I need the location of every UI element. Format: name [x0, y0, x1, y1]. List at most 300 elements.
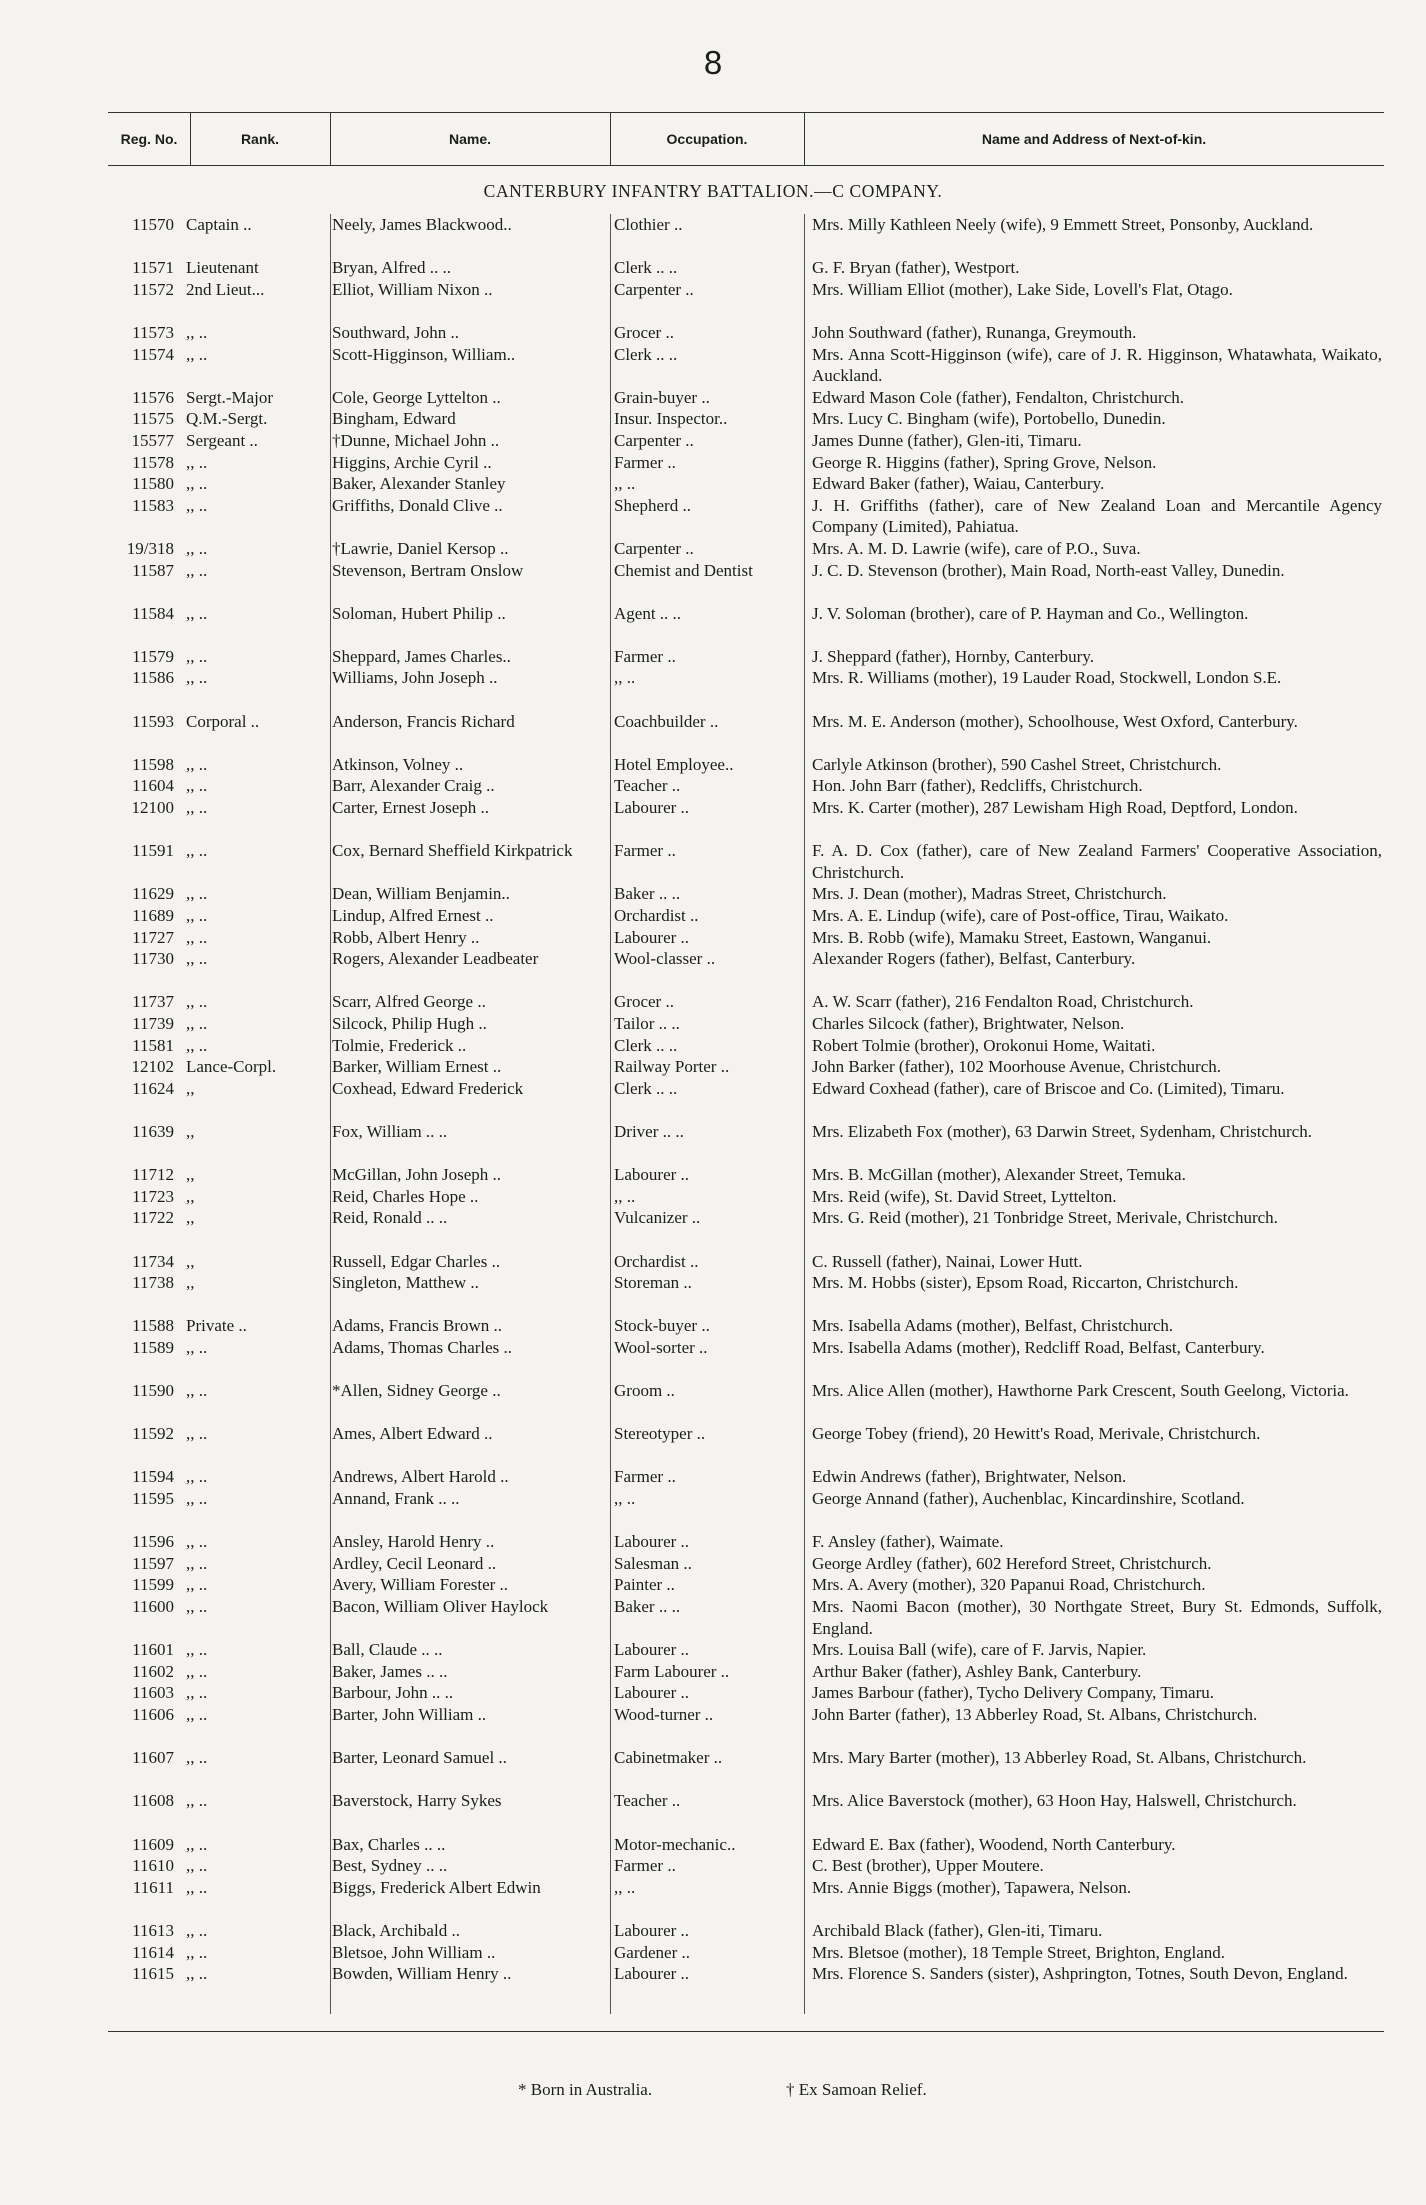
next-of-kin-cell: Mrs. Naomi Bacon (mother), 30 Northgate Street, Bury St. Edmonds, Suffolk, England. [812, 1597, 1382, 1638]
rank-cell: ,, .. [186, 668, 208, 688]
reg-no-cell: 11613 [132, 1920, 174, 1940]
name-cell: Ansley, Harold Henry .. [332, 1532, 495, 1552]
occupation-cell: Insur. Inspector.. [614, 409, 728, 429]
table-row [0, 754, 1426, 776]
name-cell: Cole, George Lyttelton .. [332, 387, 501, 407]
occupation-cell: Tailor .. .. [614, 1013, 680, 1033]
occupation-cell: Farmer .. [614, 841, 676, 861]
rank-cell: ,, .. [186, 1856, 208, 1876]
name-cell: Annand, Frank .. .. [332, 1489, 460, 1509]
next-of-kin-cell: Mrs. Lucy C. Bingham (wife), Portobello, Dunedin. [812, 409, 1166, 429]
table-row [0, 1380, 1426, 1423]
next-of-kin-cell: James Dunne (father), Glen-iti, Timaru. [812, 430, 1082, 450]
name-cell: Baker, James .. .. [332, 1661, 448, 1681]
table-row [0, 279, 1426, 322]
reg-no-cell: 11589 [132, 1337, 174, 1357]
rank-cell: ,, .. [186, 1942, 208, 1962]
name-cell: Barbour, John .. .. [332, 1683, 454, 1703]
name-cell: Rogers, Alexander Leadbeater [332, 949, 539, 969]
footnote-ex-samoan-relief: † Ex Samoan Relief. [786, 2080, 927, 2099]
rank-cell: ,, [186, 1121, 195, 1141]
name-cell: Southward, John .. [332, 322, 460, 342]
rank-cell: ,, .. [186, 927, 208, 947]
name-cell: Carter, Ernest Joseph .. [332, 798, 490, 818]
reg-no-cell: 19/318 [126, 538, 174, 558]
rank-cell: ,, [186, 1165, 195, 1185]
next-of-kin-cell: Hon. John Barr (father), Redcliffs, Christchurch. [812, 776, 1143, 796]
table-row [0, 408, 1426, 430]
table-row [0, 991, 1426, 1013]
reg-no-cell: 11597 [132, 1553, 174, 1573]
rank-cell: ,, .. [186, 1748, 208, 1768]
next-of-kin-cell: C. Best (brother), Upper Moutere. [812, 1856, 1044, 1876]
table-row [0, 560, 1426, 603]
rank-cell: ,, .. [186, 344, 208, 364]
occupation-cell: Wool-classer .. [614, 949, 716, 969]
occupation-cell: ,, .. [614, 1877, 636, 1897]
name-cell: Soloman, Hubert Philip .. [332, 603, 506, 623]
reg-no-cell: 11595 [132, 1489, 174, 1509]
table-row [0, 1423, 1426, 1466]
occupation-cell: Carpenter .. [614, 279, 694, 299]
name-cell: Reid, Ronald .. .. [332, 1208, 448, 1228]
header-rank: Rank. [240, 130, 280, 147]
reg-no-cell: 11592 [132, 1424, 174, 1444]
reg-no-cell: 11598 [132, 754, 174, 774]
next-of-kin-cell: James Barbour (father), Tycho Delivery Company, Timaru. [812, 1683, 1215, 1703]
next-of-kin-cell: George Ardley (father), 602 Hereford Street, Christchurch. [812, 1553, 1212, 1573]
next-of-kin-cell: Carlyle Atkinson (brother), 590 Cashel Street, Christchurch. [812, 754, 1222, 774]
next-of-kin-cell: Edward Baker (father), Waiau, Canterbury. [812, 474, 1105, 494]
reg-no-cell: 11712 [132, 1165, 174, 1185]
reg-no-cell: 11629 [132, 884, 174, 904]
reg-no-cell: 11614 [132, 1942, 174, 1962]
next-of-kin-cell: Mrs. Elizabeth Fox (mother), 63 Darwin Street, Sydenham, Christchurch. [812, 1121, 1312, 1141]
next-of-kin-cell: Arthur Baker (father), Ashley Bank, Canterbury. [812, 1661, 1142, 1681]
table-row [0, 1704, 1426, 1747]
reg-no-cell: 11610 [132, 1856, 174, 1876]
name-cell: Silcock, Philip Hugh .. [332, 1013, 487, 1033]
next-of-kin-cell: Edward Coxhead (father), care of Briscoe and Co. (Limited), Timaru. [812, 1078, 1285, 1098]
rank-cell: Corporal .. [186, 711, 260, 731]
name-cell: Bryan, Alfred .. .. [332, 258, 451, 278]
next-of-kin-cell: John Southward (father), Runanga, Greymouth. [812, 322, 1137, 342]
table-row [0, 1056, 1426, 1078]
name-cell: Baverstock, Harry Sykes [332, 1791, 502, 1811]
table-row [0, 1466, 1426, 1488]
page-number: 8 [703, 44, 723, 81]
name-cell: Scarr, Alfred George .. [332, 992, 486, 1012]
next-of-kin-cell: Mrs. B. McGillan (mother), Alexander Street, Temuka. [812, 1165, 1186, 1185]
occupation-cell: Grain-buyer .. [614, 387, 710, 407]
rank-cell: ,, .. [186, 1489, 208, 1509]
next-of-kin-cell: J. V. Soloman (brother), care of P. Hayman and Co., Wellington. [812, 603, 1249, 623]
reg-no-cell: 11624 [132, 1078, 174, 1098]
rank-cell: ,, .. [186, 798, 208, 818]
occupation-cell: Clerk .. .. [614, 258, 678, 278]
next-of-kin-cell: George Annand (father), Auchenblac, Kincardinshire, Scotland. [812, 1489, 1245, 1509]
name-cell: Bax, Charles .. .. [332, 1834, 446, 1854]
rank-cell: ,, [186, 1208, 195, 1228]
reg-no-cell: 11572 [132, 279, 174, 299]
name-cell: Barker, William Ernest .. [332, 1057, 502, 1077]
next-of-kin-cell: Mrs. Alice Allen (mother), Hawthorne Park Crescent, South Geelong, Victoria. [812, 1381, 1349, 1401]
occupation-cell: Labourer .. [614, 1683, 690, 1703]
occupation-cell: Baker .. .. [614, 1597, 681, 1616]
occupation-cell: ,, .. [614, 1489, 636, 1509]
name-cell: Singleton, Matthew .. [332, 1273, 479, 1293]
next-of-kin-cell: Mrs. Anna Scott-Higginson (wife), care of J. R. Higginson, Whatawhata, Waikato, Auckland. [812, 344, 1382, 386]
table-row [0, 1553, 1426, 1575]
rank-cell: 2nd Lieut... [186, 279, 265, 299]
reg-no-cell: 11575 [132, 409, 174, 429]
occupation-cell: Grocer .. [614, 992, 674, 1012]
reg-no-cell: 11591 [132, 841, 174, 861]
next-of-kin-cell: Archibald Black (father), Glen-iti, Timaru. [812, 1920, 1103, 1940]
name-cell: Griffiths, Donald Clive .. [332, 495, 503, 515]
next-of-kin-cell: F. A. D. Cox (father), care of New Zealand Farmers' Cooperative Association, Christchurch. [812, 841, 1382, 882]
next-of-kin-cell: Edwin Andrews (father), Brightwater, Nelson. [812, 1467, 1127, 1487]
next-of-kin-cell: Mrs. Alice Baverstock (mother), 63 Hoon Hay, Halswell, Christchurch. [812, 1791, 1297, 1811]
rank-cell: ,, .. [186, 776, 208, 796]
occupation-cell: Railway Porter .. [614, 1057, 730, 1077]
table-row [0, 1488, 1426, 1531]
occupation-cell: Painter .. [614, 1575, 675, 1595]
rank-cell: ,, .. [186, 1920, 208, 1940]
occupation-cell: Storeman .. [614, 1273, 692, 1293]
rank-cell: ,, .. [186, 949, 208, 969]
next-of-kin-cell: John Barker (father), 102 Moorhouse Avenue, Christchurch. [812, 1057, 1221, 1077]
next-of-kin-cell: John Barter (father), 13 Abberley Road, St. Albans, Christchurch. [812, 1704, 1258, 1724]
rank-cell: ,, .. [186, 1640, 208, 1660]
reg-no-cell: 12100 [131, 798, 174, 818]
table-row [0, 1574, 1426, 1596]
rank-cell: ,, [186, 1186, 195, 1206]
reg-no-cell: 11574 [132, 344, 174, 364]
reg-no-cell: 11581 [132, 1035, 174, 1055]
occupation-cell: Farmer .. [614, 452, 676, 472]
occupation-cell: Labourer .. [614, 1640, 690, 1660]
occupation-cell: Orchardist .. [614, 1251, 699, 1271]
occupation-cell: Labourer .. [614, 927, 690, 947]
table-row [0, 1121, 1426, 1164]
occupation-cell: Clothier .. [614, 215, 683, 234]
rank-cell: ,, .. [186, 1424, 208, 1444]
name-cell: Robb, Albert Henry .. [332, 927, 480, 947]
rank-cell: ,, .. [186, 1964, 208, 1984]
reg-no-cell: 11734 [132, 1251, 174, 1271]
next-of-kin-cell: Mrs. K. Carter (mother), 287 Lewisham High Road, Deptford, London. [812, 798, 1298, 818]
next-of-kin-cell: Mrs. A. E. Lindup (wife), care of Post-office, Tirau, Waikato. [812, 906, 1229, 925]
table-row [0, 1207, 1426, 1250]
occupation-cell: ,, .. [614, 1186, 636, 1206]
next-of-kin-cell: George R. Higgins (father), Spring Grove, Nelson. [812, 452, 1157, 472]
rank-cell: Captain .. [186, 215, 252, 234]
reg-no-cell: 11601 [132, 1640, 174, 1660]
table-row [0, 430, 1426, 452]
occupation-cell: Stock-buyer .. [614, 1316, 710, 1336]
next-of-kin-cell: C. Russell (father), Nainai, Lower Hutt. [812, 1251, 1083, 1271]
reg-no-cell: 11588 [132, 1316, 174, 1336]
rank-cell: ,, .. [186, 1553, 208, 1573]
footer-rule [108, 2031, 1384, 2032]
reg-no-cell: 12102 [131, 1057, 174, 1077]
occupation-cell: Carpenter .. [614, 430, 694, 450]
reg-no-cell: 11584 [132, 603, 174, 623]
occupation-cell: Chemist and Dentist [614, 560, 753, 580]
next-of-kin-cell: Robert Tolmie (brother), Orokonui Home, Waitati. [812, 1035, 1156, 1055]
table-row [0, 711, 1426, 754]
occupation-cell: Labourer .. [614, 1165, 690, 1185]
table-row [0, 797, 1426, 840]
rank-cell: ,, .. [186, 322, 208, 342]
next-of-kin-cell: G. F. Bryan (father), Westport. [812, 258, 1020, 278]
occupation-cell: Labourer .. [614, 1964, 690, 1984]
name-cell: Scott-Higginson, William.. [332, 344, 516, 364]
table-row [0, 775, 1426, 797]
next-of-kin-cell: J. H. Griffiths (father), care of New Zealand Loan and Mercantile Agency Company (Limited), Pahiatua. [812, 495, 1382, 537]
next-of-kin-cell: Mrs. M. Hobbs (sister), Epsom Road, Riccarton, Christchurch. [812, 1273, 1239, 1293]
occupation-cell: Orchardist .. [614, 906, 699, 925]
next-of-kin-cell: Mrs. J. Dean (mother), Madras Street, Christchurch. [812, 884, 1167, 904]
reg-no-cell: 11722 [132, 1208, 174, 1228]
roll-table [0, 214, 1426, 2006]
next-of-kin-cell: Mrs. Mary Barter (mother), 13 Abberley Road, St. Albans, Christchurch. [812, 1748, 1307, 1768]
rank-cell: ,, [186, 1078, 195, 1098]
rank-cell: ,, .. [186, 1597, 208, 1616]
table-row [0, 948, 1426, 991]
header-reg-no: Reg. No. [120, 130, 178, 147]
next-of-kin-cell: Mrs. Isabella Adams (mother), Belfast, Christchurch. [812, 1316, 1174, 1336]
table-row [0, 1790, 1426, 1833]
occupation-cell: Vulcanizer .. [614, 1208, 701, 1228]
rank-cell: ,, .. [186, 754, 208, 774]
reg-no-cell: 11590 [132, 1381, 174, 1401]
table-row [0, 1661, 1426, 1683]
name-cell: Ames, Albert Edward .. [332, 1424, 493, 1444]
next-of-kin-cell: Edward Mason Cole (father), Fendalton, Christchurch. [812, 387, 1185, 407]
reg-no-cell: 11603 [132, 1683, 174, 1703]
next-of-kin-cell: Mrs. Florence S. Sanders (sister), Ashprington, Totnes, South Devon, England. [812, 1964, 1348, 1984]
table-row [0, 1164, 1426, 1186]
table-row [0, 883, 1426, 905]
name-cell: Coxhead, Edward Frederick [332, 1078, 524, 1098]
reg-no-cell: 11727 [132, 927, 174, 947]
rank-cell: Lance-Corpl. [186, 1057, 277, 1077]
next-of-kin-cell: Mrs. A. M. D. Lawrie (wife), care of P.O., Suva. [812, 538, 1141, 558]
rank-cell: Sergeant .. [186, 430, 258, 450]
name-cell: Biggs, Frederick Albert Edwin [332, 1877, 541, 1897]
reg-no-cell: 11607 [132, 1748, 174, 1768]
rank-cell: ,, [186, 1251, 195, 1271]
name-cell: Baker, Alexander Stanley [332, 474, 506, 494]
rank-cell: ,, .. [186, 1532, 208, 1552]
reg-no-cell: 11602 [132, 1661, 174, 1681]
reg-no-cell: 11573 [132, 322, 174, 342]
next-of-kin-cell: Mrs. A. Avery (mother), 320 Papanui Road, Christchurch. [812, 1575, 1206, 1595]
occupation-cell: Agent .. .. [614, 603, 682, 623]
reg-no-cell: 11570 [132, 215, 174, 234]
table-row [0, 1531, 1426, 1553]
reg-no-cell: 11737 [132, 992, 174, 1012]
next-of-kin-cell: Edward E. Bax (father), Woodend, North Canterbury. [812, 1834, 1176, 1854]
name-cell: Lindup, Alfred Ernest .. [332, 906, 494, 925]
section-title: CANTERBURY INFANTRY BATTALION.—C COMPANY. [483, 181, 943, 201]
rank-cell: Lieutenant [186, 258, 259, 278]
name-cell: Bowden, William Henry .. [332, 1964, 512, 1984]
next-of-kin-cell: Mrs. Annie Biggs (mother), Tapawera, Nelson. [812, 1877, 1132, 1897]
rank-cell: ,, .. [186, 992, 208, 1012]
occupation-cell: Coachbuilder .. [614, 711, 719, 731]
reg-no-cell: 11739 [132, 1013, 174, 1033]
name-cell: Russell, Edgar Charles .. [332, 1251, 501, 1271]
next-of-kin-cell: J. Sheppard (father), Hornby, Canterbury. [812, 646, 1094, 666]
occupation-cell: Teacher .. [614, 776, 681, 796]
rank-cell: ,, [186, 1273, 195, 1293]
table-row [0, 1834, 1426, 1856]
name-cell: Sheppard, James Charles.. [332, 646, 511, 666]
next-of-kin-cell: Mrs. Milly Kathleen Neely (wife), 9 Emmett Street, Ponsonby, Auckland. [812, 215, 1314, 234]
table-row [0, 1920, 1426, 1942]
next-of-kin-cell: F. Ansley (father), Waimate. [812, 1532, 1004, 1552]
table-row [0, 257, 1426, 279]
next-of-kin-cell: Mrs. Bletsoe (mother), 18 Temple Street, Brighton, England. [812, 1942, 1226, 1962]
reg-no-cell: 11587 [132, 560, 174, 580]
rank-cell: ,, .. [186, 1683, 208, 1703]
occupation-cell: Hotel Employee.. [614, 754, 734, 774]
occupation-cell: Farmer .. [614, 646, 676, 666]
reg-no-cell: 15577 [131, 430, 174, 450]
occupation-cell: Labourer .. [614, 1532, 690, 1552]
rank-cell: ,, .. [186, 1834, 208, 1854]
header-next-of-kin: Name and Address of Next-of-kin. [981, 130, 1207, 147]
next-of-kin-cell: Mrs. G. Reid (mother), 21 Tonbridge Street, Merivale, Christchurch. [812, 1208, 1278, 1228]
rank-cell: ,, .. [186, 1575, 208, 1595]
occupation-cell: Gardener .. [614, 1942, 690, 1962]
reg-no-cell: 11580 [132, 474, 174, 494]
occupation-cell: Cabinetmaker .. [614, 1748, 723, 1768]
table-row [0, 840, 1426, 883]
table-row [0, 646, 1426, 668]
next-of-kin-cell: Mrs. Isabella Adams (mother), Redcliff Road, Belfast, Canterbury. [812, 1337, 1265, 1357]
rank-cell: ,, .. [186, 560, 208, 580]
occupation-cell: Motor-mechanic.. [614, 1834, 736, 1854]
reg-no-cell: 11609 [132, 1834, 174, 1854]
rank-cell: ,, .. [186, 841, 208, 861]
name-cell: †Dunne, Michael John .. [332, 430, 500, 450]
rank-cell: ,, .. [186, 1791, 208, 1811]
occupation-cell: Labourer .. [614, 798, 690, 818]
reg-no-cell: 11576 [132, 387, 174, 407]
rank-cell: ,, .. [186, 603, 208, 623]
rank-cell: ,, .. [186, 474, 208, 494]
table-row [0, 1186, 1426, 1208]
name-cell: Ardley, Cecil Leonard .. [332, 1553, 497, 1573]
name-cell: Bingham, Edward [332, 409, 456, 429]
name-cell: Best, Sydney .. .. [332, 1856, 448, 1876]
reg-no-cell: 11586 [132, 668, 174, 688]
occupation-cell: ,, .. [614, 474, 636, 494]
name-cell: †Lawrie, Daniel Kersop .. [332, 538, 509, 558]
table-row [0, 1337, 1426, 1380]
occupation-cell: Wool-sorter .. [614, 1337, 708, 1357]
reg-no-cell: 11599 [132, 1575, 174, 1595]
table-row [0, 905, 1426, 927]
table-row [0, 452, 1426, 474]
table-row [0, 1013, 1426, 1035]
table-row [0, 927, 1426, 949]
table-row [0, 1272, 1426, 1315]
next-of-kin-cell: Mrs. Reid (wife), St. David Street, Lyttelton. [812, 1186, 1117, 1206]
occupation-cell: Clerk .. .. [614, 1078, 678, 1098]
name-cell: Ball, Claude .. .. [332, 1640, 443, 1660]
table-row [0, 1877, 1426, 1920]
rank-cell: ,, .. [186, 1381, 208, 1401]
occupation-cell: ,, .. [614, 668, 636, 688]
occupation-cell: Driver .. .. [614, 1121, 684, 1141]
reg-no-cell: 11689 [132, 906, 174, 925]
reg-no-cell: 11608 [132, 1791, 174, 1811]
rank-cell: Private .. [186, 1316, 247, 1336]
reg-no-cell: 11593 [132, 711, 174, 731]
reg-no-cell: 11578 [132, 452, 174, 472]
reg-no-cell: 11615 [132, 1964, 174, 1984]
occupation-cell: Teacher .. [614, 1791, 681, 1811]
name-cell: Bletsoe, John William .. [332, 1942, 496, 1962]
occupation-cell: Clerk .. .. [614, 344, 678, 364]
reg-no-cell: 11606 [132, 1704, 174, 1724]
next-of-kin-cell: George Tobey (friend), 20 Hewitt's Road, Merivale, Christchurch. [812, 1424, 1261, 1444]
name-cell: *Allen, Sidney George .. [332, 1381, 501, 1401]
name-cell: Neely, James Blackwood.. [332, 215, 512, 234]
next-of-kin-cell: Charles Silcock (father), Brightwater, Nelson. [812, 1013, 1125, 1033]
reg-no-cell: 11600 [132, 1597, 174, 1616]
rank-cell: ,, .. [186, 1035, 208, 1055]
reg-no-cell: 11730 [132, 949, 174, 969]
reg-no-cell: 11723 [132, 1186, 174, 1206]
next-of-kin-cell: A. W. Scarr (father), 216 Fendalton Road, Christchurch. [812, 992, 1194, 1012]
rank-cell: Sergt.-Major [186, 387, 274, 407]
occupation-cell: Farmer .. [614, 1856, 676, 1876]
reg-no-cell: 11596 [132, 1532, 174, 1552]
rank-cell: ,, .. [186, 538, 208, 558]
table-row [0, 322, 1426, 344]
next-of-kin-cell: Mrs. Louisa Ball (wife), care of F. Jarvis, Napier. [812, 1640, 1147, 1660]
table-row [0, 1963, 1426, 2006]
reg-no-cell: 11639 [132, 1121, 174, 1141]
name-cell: Anderson, Francis Richard [332, 711, 515, 731]
name-cell: Adams, Thomas Charles .. [332, 1337, 513, 1357]
footnote-born-in-australia: * Born in Australia. [518, 2080, 653, 2099]
table-row [0, 1315, 1426, 1337]
reg-no-cell: 11579 [132, 646, 174, 666]
next-of-kin-cell: Mrs. B. Robb (wife), Mamaku Street, Eastown, Wanganui. [812, 927, 1212, 947]
table-row [0, 1596, 1426, 1639]
table-row [0, 603, 1426, 646]
header-name: Name. [448, 130, 492, 147]
name-cell: Stevenson, Bertram Onslow [332, 560, 524, 580]
rank-cell: ,, .. [186, 1661, 208, 1681]
occupation-cell: Farmer .. [614, 1467, 676, 1487]
occupation-cell: Shepherd .. [614, 495, 691, 515]
reg-no-cell: 11594 [132, 1467, 174, 1487]
name-cell: Williams, John Joseph .. [332, 668, 498, 688]
table-row [0, 1639, 1426, 1661]
table-row [0, 1942, 1426, 1964]
name-cell: Dean, William Benjamin.. [332, 884, 510, 904]
occupation-cell: Baker .. .. [614, 884, 681, 904]
rank-cell: Q.M.-Sergt. [186, 409, 268, 429]
